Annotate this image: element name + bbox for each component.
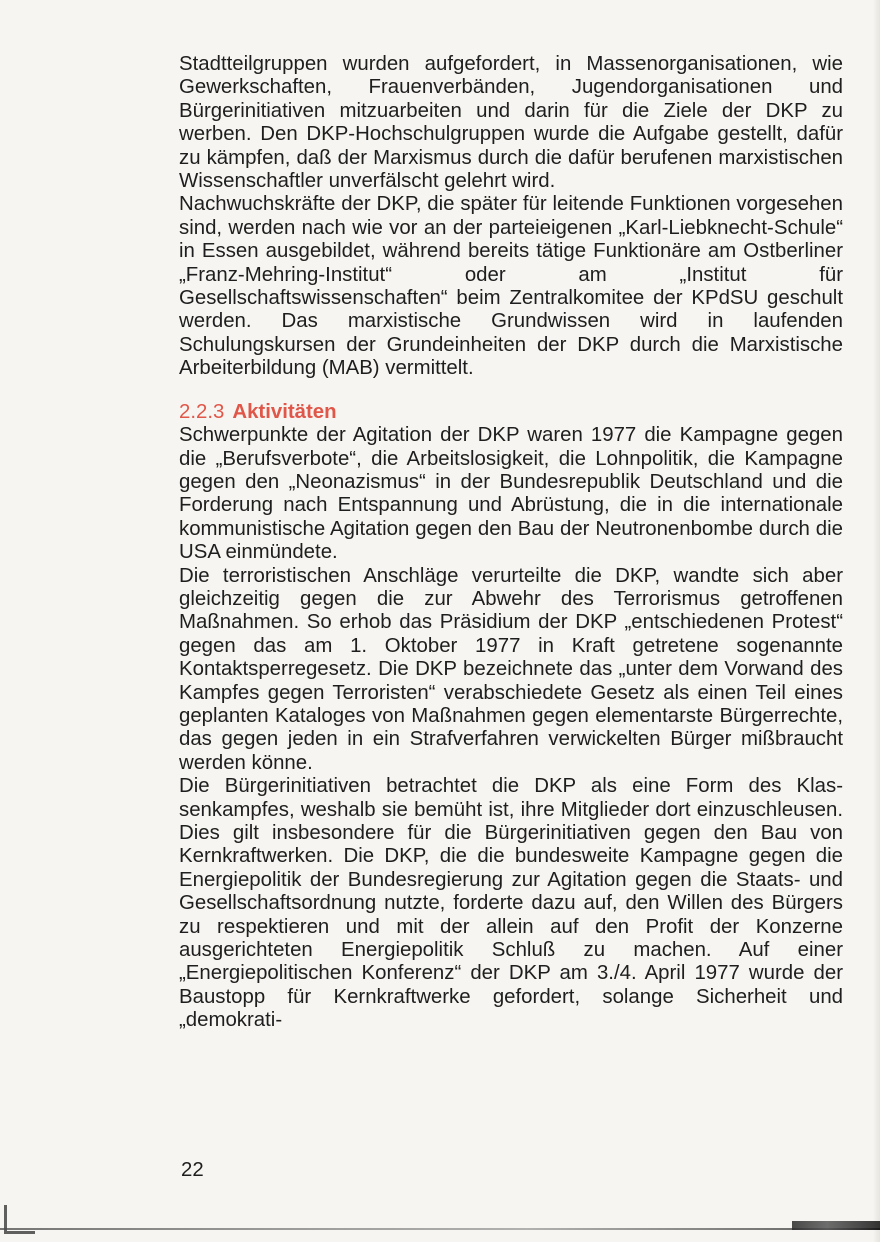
section-number: 2.2.3 [179,400,225,423]
text-column [179,53,843,1033]
scan-bottom-edge-line [0,1228,880,1230]
paragraph-party-training: Nachwuchskräfte der DKP, die später für leitende Funktionen vorgesehen sind, werden nach wie vor an der parteieigenen „Karl-Liebknecht-Schule“ in Essen ausgebildet, während bereits tätige Funktionäre am Ostberliner „Franz-Mehring-Institut“ oder am „Institut für Gesellschaftswissenschaften“ beim Zentralkomitee der KPdSU geschult werden. Das marxistische Grundwissen wird in laufenden Schulungskursen der Grundeinheiten der DKP durch die Marxistische Arbeiterbildung (MAB) vermittelt. [179,193,843,380]
scan-page-edge [873,0,880,1242]
scan-bottom-right-artifact [792,1221,880,1230]
page-number: 22 [181,1159,204,1181]
paragraph-agitation-focus: Schwerpunkte der Agitation der DKP waren 1977 die Kampagne gegen die „Berufsverbote“, die Arbeitslosigkeit, die Lohnpolitik, die Kampagne gegen den „Neonazismus“ in der Bundesrepublik Deutschland und die Forderung nach Entspannung und Abrüstung, die in die internationale kommunistische Agitation gegen den Bau der Neutronenbombe durch die USA einmündete. [179,424,843,564]
section-title: Aktivitäten [232,400,337,423]
paragraph-terrorism-response: Die terroristischen Anschläge verurteilte die DKP, wandte sich aber gleichzeitig gegen die zur Abwehr des Terrorismus getroffenen Maßnahmen. So erhob das Präsidium der DKP „entschiedenen Protest“ gegen das am 1. Oktober 1977 in Kraft getretene sogenannte Kontaktsperregesetz. Die DKP bezeichnete das „unter dem Vorwand des Kampfes gegen Terroristen“ verabschiedete Gesetz als einen Teil eines geplanten Kataloges von Maßnahmen gegen elementarste Bürgerrechte, das gegen jeden in ein Strafverfahren verwickelten Bürger mißbraucht werden könne. [179,564,843,774]
section-heading [179,401,843,424]
paragraph-mass-organisations: Stadtteilgruppen wurden aufgefordert, in Massenorganisationen, wie Gewerkschaften, Frauenverbänden, Jugendorganisationen und Bürgerinitiativen mitzuarbeiten und darin für die Ziele der DKP zu werben. Den DKP-Hochschulgruppen wurde die Aufgabe gestellt, dafür zu kämpfen, daß der Marxismus durch die dafür berufenen marxistischen Wissenschaftler unverfälscht gelehrt wird. [179,53,843,193]
paragraph-citizen-initiatives: Die Bürgerinitiativen betrachtet die DKP als eine Form des Klassenkampfes, weshalb sie bemüht ist, ihre Mitglieder dort einzuschleusen. Dies gilt insbesondere für die Bürgerinitiativen gegen den Bau von Kernkraftwerken. Die DKP, die die bundesweite Kampagne gegen die Energiepolitik der Bundesregierung zur Agitation gegen die Staats- und Gesellschaftsordnung nutzte, forderte dazu auf, den Willen des Bürgers zu respektieren und mit der allein auf den Profit der Konzerne ausgerichteten Energiepolitik Schluß zu machen. Auf einer „Energiepolitischen Konferenz“ der DKP am 3./4. April 1977 wurde der Baustopp für Kernkraftwerke gefordert, solange Sicherheit und „demokrati- [179,775,843,1032]
